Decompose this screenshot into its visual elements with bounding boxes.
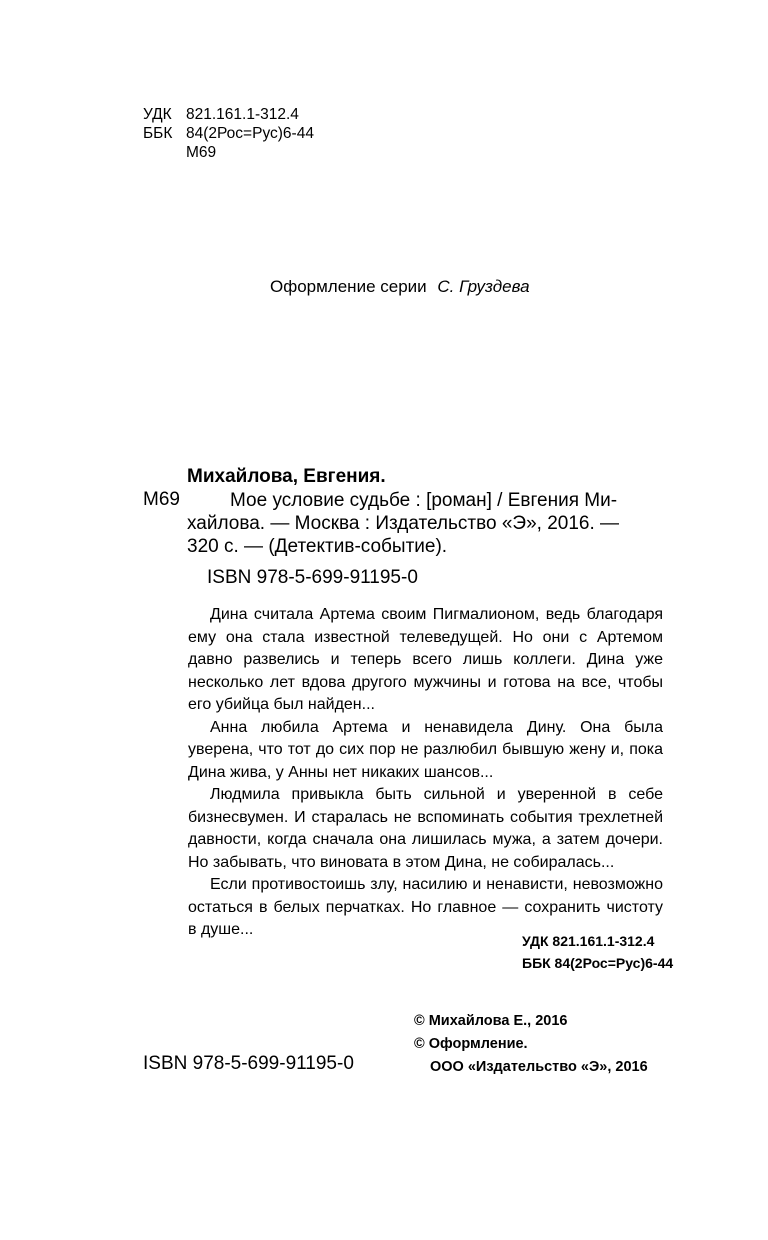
copyright-publisher: ООО «Издательство «Э», 2016 — [430, 1059, 648, 1075]
author-mark-top: М69 — [186, 144, 217, 161]
record-line-2: хайлова. — Москва : Издательство «Э», 2016. — — [187, 513, 620, 534]
annotation-paragraph: Дина считала Артема своим Пигмалионом, ведь благодаря ему она стала известной телеведущей. Но они с Артемом давно развелись и теперь всего лишь коллеги. Дина уже несколько лет вдова другого мужчины и готова на все, чтобы его убийца был найден... — [188, 606, 663, 713]
udk-value: 821.161.1-312.4 — [186, 106, 299, 123]
record-mark: М69 — [143, 489, 180, 510]
record-line-1: Мое условие судьбе : [роман] / Евгения Ми- — [230, 490, 618, 511]
series-design-label: Оформление серии — [270, 277, 427, 296]
annotation-paragraph: Анна любила Артема и ненавидела Дину. Она была уверена, что тот до сих пор не разлюбил бывшую жену и, пока Дина жива, у Анны нет никаких шансов... — [188, 718, 663, 781]
bbk-line — [143, 124, 314, 143]
copyright-design: © Оформление. — [414, 1036, 528, 1052]
annotation-paragraph: Людмила привыкла быть сильной и уверенной в себе бизнесвумен. И старалась не вспоминать события трехлетней давности, когда сначала она лишилась мужа, а затем дочери. Но забывать, что виновата в этом Дина, не собиралась... — [188, 786, 663, 871]
annotation — [188, 604, 663, 942]
record-author: Михайлова, Евгения. — [187, 466, 386, 487]
copyright-author: © Михайлова Е., 2016 — [414, 1013, 568, 1029]
bbk-label: ББК — [143, 125, 173, 142]
record-line-3: 320 с. — (Детектив-событие). — [187, 536, 448, 557]
annotation-paragraph: Если противостоишь злу, насилию и ненависти, невозможно остаться в белых перчатках. Но главное — сохранить чистоту в душе... — [188, 876, 663, 938]
record-isbn: ISBN 978-5-699-91195-0 — [207, 567, 418, 588]
isbn-bottom: ISBN 978-5-699-91195-0 — [143, 1053, 354, 1074]
series-design — [270, 277, 530, 297]
udk-bottom: УДК 821.161.1-312.4 — [522, 933, 655, 949]
udk-label: УДК — [143, 106, 172, 123]
bbk-value: 84(2Рос=Рус)6-44 — [186, 125, 314, 142]
series-designer: С. Груздева — [437, 277, 530, 296]
bbk-bottom: ББК 84(2Рос=Рус)6-44 — [522, 955, 674, 971]
udk-line — [143, 105, 299, 124]
